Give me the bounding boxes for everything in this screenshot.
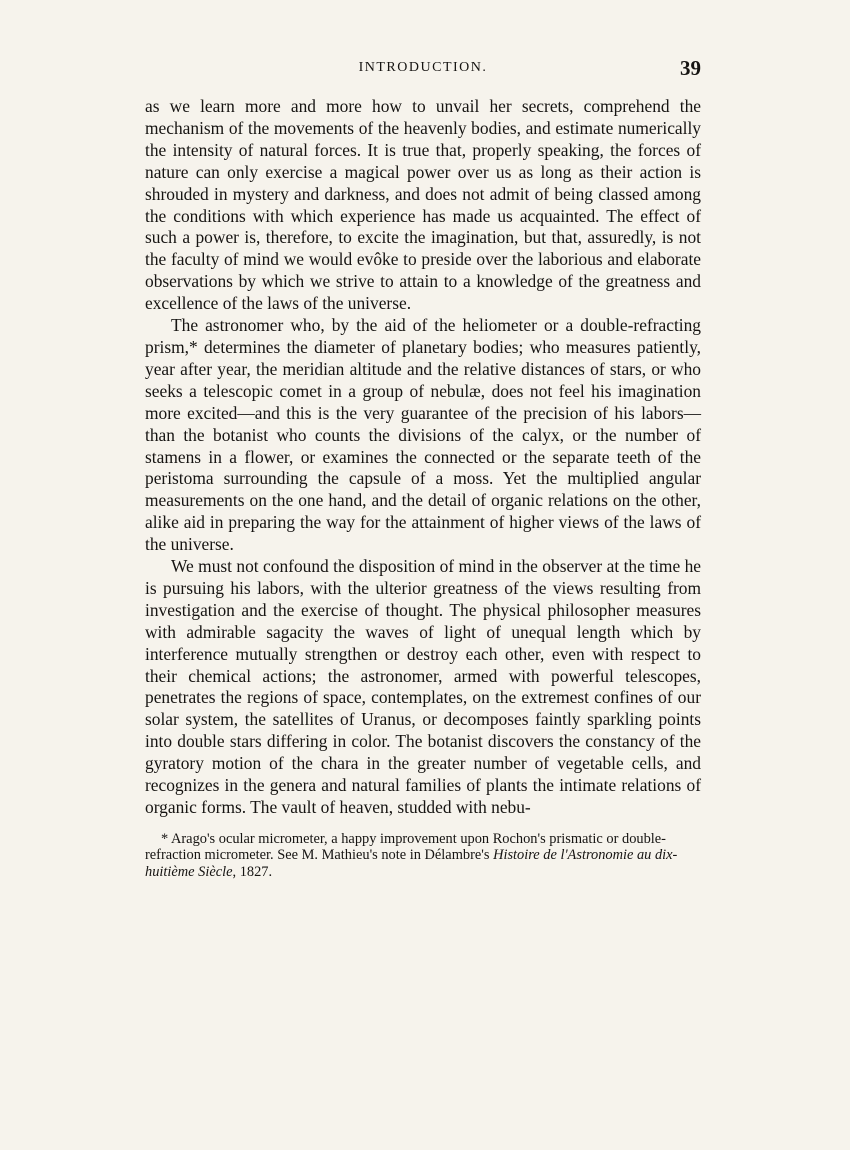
body-text: [145, 96, 701, 819]
footnote-year: , 1827.: [232, 863, 273, 880]
page-number: 39: [680, 56, 701, 80]
paragraph-observer: We must not confound the disposition of mind in the observer at the time he is pursuing his labors, with the ulterior greatness of the views resulting from investigation and the exercise of thought. The physical philosopher measures with admirable sagacity the waves of light of unequal length which by interference mutually strengthen or destroy each other, even with respect to their chemical actions; the astronomer, armed with powerful telescopes, penetrates the regions of space, contemplates, on the extremest confines of our solar system, the satellites of Uranus, or decomposes faintly sparkling points into double stars differing in color. The botanist discovers the constancy of the gyratory motion of the chara in the greater number of vegetable cells, and recognizes in the genera and natural families of plants the intimate relations of organic forms. The vault of heaven, studded with nebu-: [145, 556, 701, 817]
running-head: [145, 58, 701, 84]
book-page: [145, 58, 701, 880]
paragraph-astronomer: The astronomer who, by the aid of the heliometer or a double-refracting prism,* determines the diameter of planetary bodies; who measures patiently, year after year, the meridian altitude and the relative distances of stars, or who seeks a telescopic comet in a group of nebulæ, does not feel his imagination more excited—and this is the very guarantee of the precision of his labors—than the botanist who counts the divisions of the calyx, or the number of stamens in a flower, or examines the connected or the separate teeth of the peristoma surrounding the capsule of a moss. Yet the multiplied angular measurements on the one hand, and the detail of organic relations on the other, alike aid in preparing the way for the attainment of higher views of the laws of the universe.: [145, 315, 701, 555]
paragraph-continued: as we learn more and more how to unvail her secrets, comprehend the mechanism of the movements of the heavenly bodies, and estimate numerically the intensity of natural forces. It is true that, properly speaking, the forces of nature can only exercise a magical power over us as long as their action is shrouded in mystery and darkness, and does not admit of being classed among the conditions with which experience has made us acquainted. The effect of such a power is, therefore, to excite the imagination, but that, assuredly, is not the faculty of mind we would evôke to preside over the laborious and elaborate observations by which we strive to attain to a knowledge of the greatness and excellence of the laws of the universe.: [145, 96, 701, 314]
footnote: [145, 831, 701, 880]
running-title: INTRODUCTION.: [358, 60, 488, 75]
footnote-book-title: Histoire de l'Astronomie au dix-huitième Siècle: [145, 847, 678, 880]
footnote-text: * Arago's ocular micrometer, a happy improvement upon Rochon's prismatic or double-refraction micrometer. See M. Mathieu's note in Délambre's: [145, 830, 666, 864]
